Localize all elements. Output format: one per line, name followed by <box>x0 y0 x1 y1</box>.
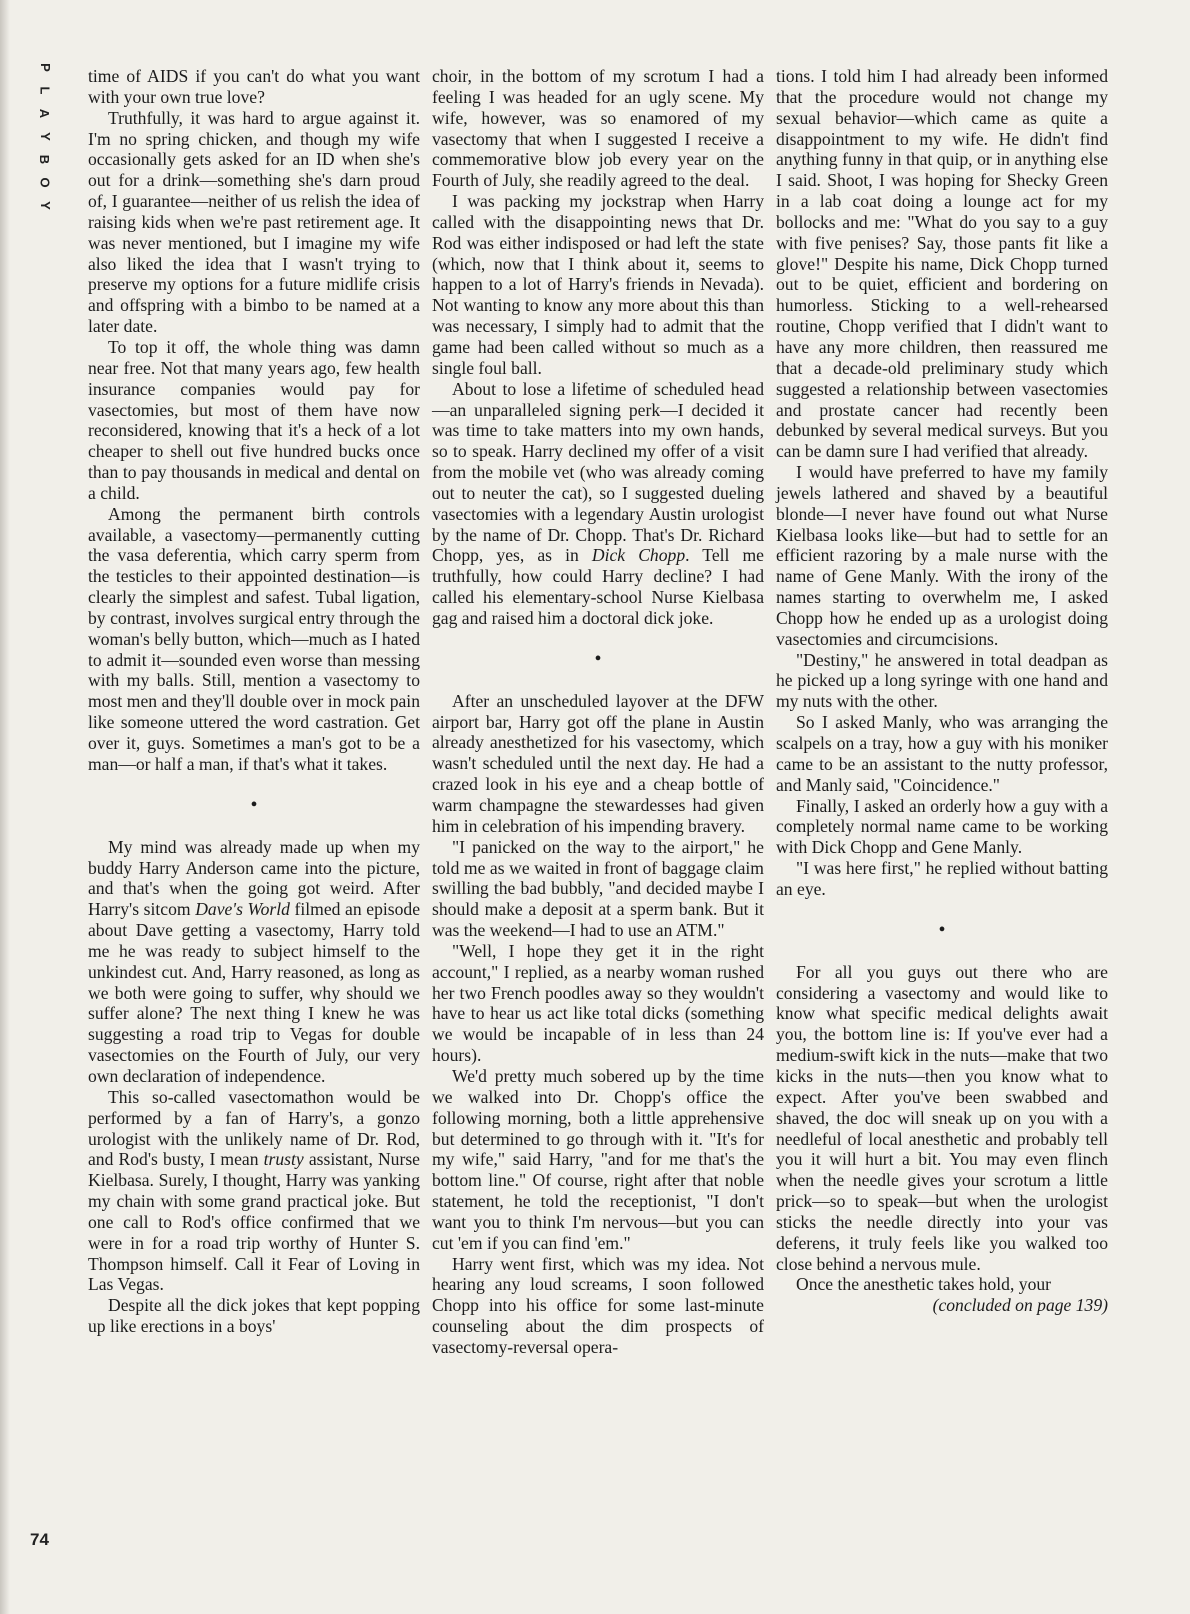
text-run: This so-called vasectomathon would be performed by a fan of Harry's, a gonzo urologist with the unlikely name of Dr. Rod, and Rod's busty, I mean <box>88 1086 420 1170</box>
folio-letter: Y <box>37 132 53 141</box>
folio-letter: B <box>37 154 53 165</box>
paragraph: Among the permanent birth controls available, a vasectomy—permanently cutting the vasa deferentia, which carry sperm from the testicles to their appointed destination—is clearly the simplest and safest. Tubal ligation, by contrast, involves surgical entry through the woman's belly button, which—much as I hated to admit it—sounded even worse than messing with my balls. Still, mention a vasectomy to most men and they'll double over in mock pain like someone uttered the word castration. Get over it, guys. Sometimes a man's got to be a man—or half a man, if that's what it takes. <box>88 503 420 774</box>
folio-letter: L <box>37 86 53 95</box>
article-column-2 <box>432 66 764 1358</box>
paragraph: "I was here first," he replied without batting an eye. <box>776 858 1108 899</box>
paragraph: Despite all the dick jokes that kept popping up like erections in a boys' <box>88 1295 420 1337</box>
text-run: About to lose a lifetime of scheduled head—an unparalleled signing perk—I decided it was time to take matters into my own hands, so to speak. Harry declined my offer of a visit from the mobile vet (who was already coming out to neuter the cat), so I suggested dueling vasectomies with a legendary Austin urologist by the name of Dr. Chopp. That's Dr. Richard Chopp, yes, as in <box>432 378 764 566</box>
page-gutter-shadow <box>0 0 10 1614</box>
magazine-folio <box>34 56 56 217</box>
text-run: filmed an episode about Dave getting a vasectomy, Harry told me he was ready to subject himself to the unkindest cut. And, Harry reasoned, as long as we both were going to suffer, why should we suffer alone? The next thing I knew he was suggesting a road trip to Vegas for double vasectomies on the Fourth of July, our very own declaration of independence. <box>88 899 421 1086</box>
paragraph: For all you guys out there who are considering a vasectomy and would like to know what specific medical delights await you, the bottom line is: If you've ever had a medium-swift kick in the nuts—make that two kicks in the nuts—then you know what to expect. After you've been swabbed and shaved, the doc will sneak up on you with a needleful of local anesthetic and probably tell you it will hurt a bit. You may even flinch when the needle gives your scrotum a little prick—so to speak—but when the urologist sticks the needle directly into your vas deferens, it truly feels like you walked too close behind a nervous mule. <box>776 961 1108 1274</box>
section-break-bullet: • <box>250 794 258 817</box>
text-run: assistant, Nurse Kielbasa. Surely, I thought, Harry was yanking my chain with some grand practical joke. But one call to Rod's office confirmed that we were in for a road trip worthy of Hunter S. Thompson himself. Call it Fear of Loving in Las Vegas. <box>88 1149 420 1295</box>
paragraph: We'd pretty much sobered up by the time we walked into Dr. Chopp's office the following morning, both a little apprehensive but determined to go through with it. "It's for my wife," said Harry, "and for me that's the bottom line." Of course, right after that noble statement, he told the receptionist, "I don't want you to think I'm nervous—but you can cut 'em if you can find 'em." <box>432 1065 764 1253</box>
text-run: My mind was already made up when my buddy Harry Anderson came into the picture, and that's when the going got weird. After Harry's sitcom <box>88 836 420 920</box>
paragraph: Harry went first, which was my idea. Not hearing any loud screams, I soon followed Chopp into his office for some last-minute counseling about the dim prospects of vasectomy-reversal opera- <box>432 1253 764 1357</box>
article-column-3 <box>776 66 1108 1316</box>
paragraph: Once the anesthetic takes hold, your <box>796 1274 1052 1295</box>
folio-letter: Y <box>37 201 53 210</box>
paragraph: To top it off, the whole thing was damn near free. Not that many years ago, few health insurance companies would pay for vasectomies, but most of them have now reconsidered, knowing that it's a heck of a lot cheaper to shell out five hundred bucks once than to pay thousands in medical and dental on a child. <box>88 336 420 503</box>
article-column-1 <box>88 66 420 1337</box>
paragraph: I would have preferred to have my family jewels lathered and shaved by a beautiful blonde—I never have found out what Nurse Kielbasa looks like—but had to settle for an efficient razoring by a male nurse with the name of Gene Manly. With the irony of the names starting to overwhelm me, I asked Chopp how he ended up as a urologist doing vasectomies and circumcisions. <box>776 462 1108 649</box>
text-run: . Tell me truthfully, how could Harry decline? I had called his elementary-school Nurse Kielbasa gag and raised him a doctoral dick joke. <box>432 545 764 628</box>
paragraph <box>88 1087 420 1295</box>
page-number: 74 <box>30 1530 49 1549</box>
paragraph: choir, in the bottom of my scrotum I had a feeling I was headed for an ugly scene. My wife, however, was so enamored of my vasectomy that when I suggested I receive a commemorative blow job every year on the Fourth of July, she readily agreed to the deal. <box>432 66 764 191</box>
italic-title: Dave's World <box>195 899 290 920</box>
italic-name: Dick Chopp <box>591 545 686 566</box>
italic-word: trusty <box>263 1149 304 1170</box>
paragraph <box>88 837 420 1087</box>
paragraph: "Destiny," he answered in total deadpan as he picked up a long syringe with one hand and my nuts with the other. <box>776 649 1108 712</box>
continued-note: (concluded on page 139) <box>932 1295 1108 1316</box>
paragraph: Truthfully, it was hard to argue against it. I'm no spring chicken, and though my wife occasionally gets asked for an ID when she's out for a drink—something she's darn proud of, I guarantee—neither of us relish the idea of raising kids when we're past retirement age. It was never mentioned, but I imagine my wife also liked the idea that I wasn't trying to preserve my options for a future midlife crisis and offspring with a bimbo to be named at a later date. <box>88 107 420 337</box>
paragraph: "I panicked on the way to the airport," he told me as we waited in front of baggage claim swilling the bad bubbly, "and decided maybe I should make a deposit at a sperm bank. But it was the weekend—I had to use an ATM." <box>432 836 764 941</box>
paragraph <box>432 379 764 629</box>
folio-letter: A <box>37 108 53 119</box>
paragraph: time of AIDS if you can't do what you want with your own true love? <box>88 66 420 107</box>
paragraph: tions. I told him I had already been informed that the procedure would not change my sexual behavior—which came as quite a disappointment to my wife. He didn't find anything funny in that quip, or in anything else I said. Shoot, I was hoping for Shecky Green in a lab coat doing a lounge act for my bollocks and me: "What do you say to a guy with five penises? Say, those pants fit like a glove!" Despite his name, Dick Chopp turned out to be quiet, efficient and bordering on humorless. Sticking to a well-rehearsed routine, Chopp verified that I didn't want to have any more children, then reassured me that a decade-old preliminary study which suggested a relationship between vasectomies and prostate cancer had recently been debunked by several medical surveys. But you can be damn sure I had verified that already. <box>776 66 1108 462</box>
paragraph: So I asked Manly, who was arranging the scalpels on a tray, how a guy with his moniker came to be an assistant to the nutty professor, and Manly said, "Coincidence." <box>776 712 1108 795</box>
paragraph: "Well, I hope they get it in the right account," I replied, as a nearby woman rushed her two French poodles away so they wouldn't have to hear us act like total dicks (something we would be incapable of in less than 24 hours). <box>432 940 764 1066</box>
folio-letter: O <box>37 177 53 188</box>
paragraph: After an unscheduled layover at the DFW airport bar, Harry got off the plane in Austin already anesthetized for his vasectomy, which wasn't scheduled until the next day. He had a crazed look in his eye and a cheap bottle of warm champagne the stewardesses had given him in celebration of his impending bravery. <box>432 690 764 836</box>
section-break-bullet: • <box>594 648 602 671</box>
section-break-bullet: • <box>938 919 946 942</box>
paragraph: Finally, I asked an orderly how a guy with a completely normal name came to be working with Dick Chopp and Gene Manly. <box>776 795 1108 858</box>
paragraph: I was packing my jockstrap when Harry called with the disappointing news that Dr. Rod was either indisposed or had left the state (which, now that I think about it, seems to happen to a lot of Harry's friends in Nevada). Not wanting to know any more about this than was necessary, I simply had to admit that the game had been called without so much as a single foul ball. <box>432 191 764 378</box>
folio-letter: P <box>37 63 53 72</box>
